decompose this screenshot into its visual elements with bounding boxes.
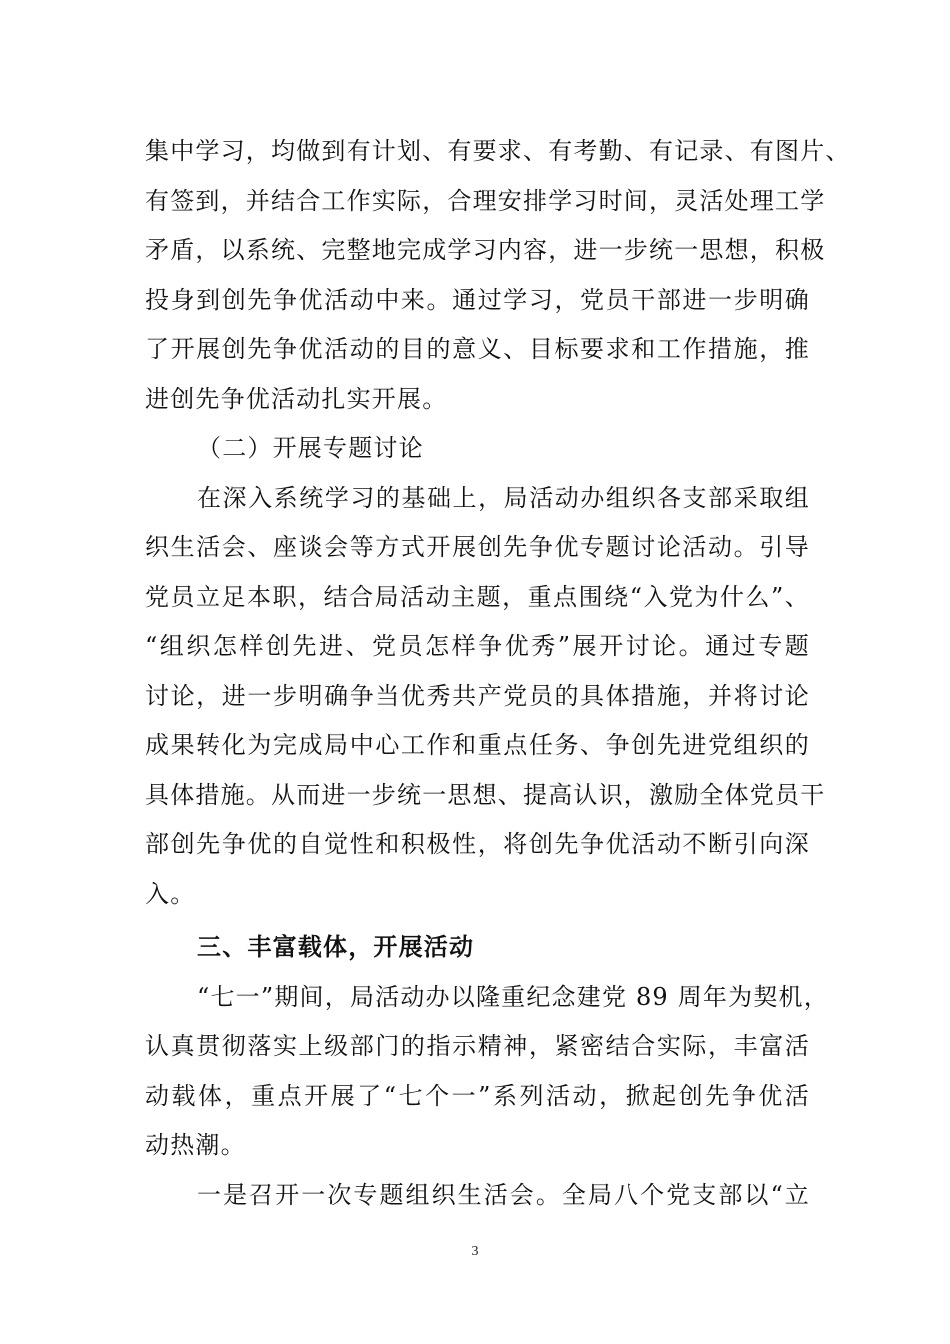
- paragraph-study-summary: [145, 127, 851, 424]
- text-line: 动载体，重点开展了“七个一”系列活动，掀起创先争优活: [145, 1081, 810, 1110]
- text-line: 在深入系统学习的基础上，局活动办组织各支部采取组: [197, 483, 810, 512]
- text-line: 了开展创先争优活动的目的意义、目标要求和工作措施，推: [145, 335, 810, 363]
- text-line: 矛盾，以系统、完整地完成学习内容，进一步统一思想，积极: [145, 236, 826, 264]
- subheading-topic-discussion: （二）开展专题讨论: [197, 434, 424, 462]
- text-line: 成果转化为完成局中心工作和重点任务、争创先进党组织的: [145, 731, 810, 759]
- paragraph-july-first-activities: [145, 973, 829, 1171]
- text-line: “组织怎样创先进、党员怎样争优秀”展开讨论。通过专题: [145, 632, 810, 660]
- text-line: 认真贯彻落实上级部门的指示精神，紧密结合实际，丰富活: [145, 1032, 810, 1060]
- text-line: 入。: [145, 879, 196, 908]
- text-line: 投身到创先争优活动中来。通过学习，党员干部进一步明确: [145, 285, 810, 314]
- page-number: 3: [471, 1244, 479, 1259]
- text-line: 集中学习，均做到有计划、有要求、有考勤、有记录、有图片、: [145, 137, 851, 165]
- text-line: 一是召开一次专题组织生活会。全局八个党支部以“立: [197, 1180, 810, 1209]
- text-line: “七一”期间，局活动办以隆重纪念建党 89 周年为契机，: [197, 982, 829, 1011]
- document-body: [145, 127, 851, 1220]
- text-line: 有签到，并结合工作实际，合理安排学习时间，灵活处理工学: [145, 186, 826, 215]
- text-line: 讨论，进一步明确争当优秀共产党员的具体措施，并将讨论: [145, 681, 810, 710]
- section-heading-activities: 三、丰富载体，开展活动: [197, 933, 475, 961]
- paragraph-topic-discussion: [145, 474, 826, 920]
- paragraph-life-meeting: [145, 1171, 810, 1221]
- text-line: 具体措施。从而进一步统一思想、提高认识，激励全体党员干: [145, 780, 826, 809]
- text-line: 党员立足本职，结合局活动主题，重点围绕“入党为什么”、: [145, 582, 810, 611]
- text-line: 动热潮。: [145, 1131, 246, 1159]
- text-line: 进创先争优活动扎实开展。: [145, 384, 448, 413]
- text-line: 部创先争优的自觉性和积极性，将创先争优活动不断引向深: [145, 830, 810, 858]
- text-line: 织生活会、座谈会等方式开展创先争优专题讨论活动。引导: [145, 533, 810, 561]
